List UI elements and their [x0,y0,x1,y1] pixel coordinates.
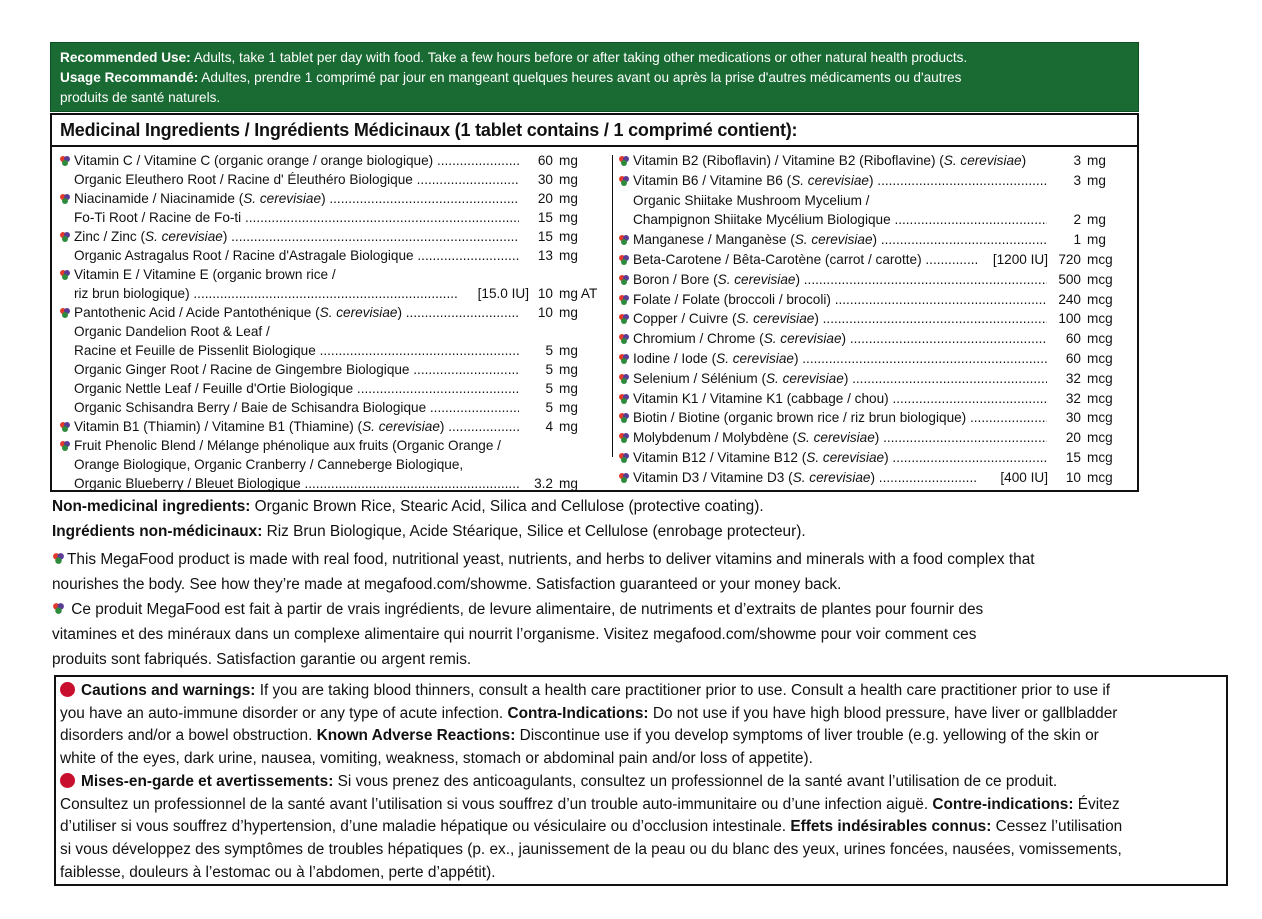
recommended-use-banner [50,42,1139,112]
ingredient-name [633,230,1047,250]
ingredient-name [74,474,519,494]
ingredient-amount: 10 [537,286,553,301]
ingredient-row [59,227,604,247]
ingredient-name-end: ) [874,430,880,446]
ingredient-amount: 20 [537,191,553,206]
ingredient-name [74,322,604,342]
ingredient-unit: mcg [1087,450,1113,465]
ingredient-name [74,455,604,475]
ingredient-amount: 2 [1073,212,1081,228]
ingredient-row [59,303,604,323]
ingredient-amount: 3 [1073,172,1081,188]
recommended-use-fr-text-1: Adultes, prendre 1 comprimé par jour en mangeant quelques heures avant ou après la prise d'autres médicaments ou d'autres [201,70,962,85]
ingredient-row [59,455,604,475]
ingredient-unit: mcg [1087,410,1113,426]
ingredient-unit: mcg [1087,469,1113,485]
ingredient-name-end: ) [841,331,847,347]
ingredient-unit: mg [559,229,578,244]
ingredient-name [633,428,1047,448]
ingredient-row [618,250,1136,270]
megafood-leaf-icon [59,155,71,167]
ingredient-amount: 30 [1065,410,1081,426]
ingredient-name-text: Vitamin D3 / Vitamine D3 ( [633,469,793,485]
ingredient-name-text: Organic Dandelion Root & Leaf / [74,324,270,339]
ingredient-name [74,151,519,171]
warnings-en-text-3b: Discontinue use if you develop symptoms of liver trouble (e.g. yellowing of the skin or [515,727,1099,745]
ingredient-amount: 15 [537,210,553,225]
ingredient-name [74,379,519,399]
ingredient-source-italic: S. cerevisiae [791,172,869,188]
ingredient-unit: mcg [1087,430,1113,446]
ingredient-row [59,436,604,456]
ingredient-name-text: Zinc / Zinc ( [74,229,145,244]
warnings-fr-line-4: si vous développez des symptômes de troubles hépatiques (p. ex., jaunissement de la peau ou du blanc des yeux, urines foncées, nausées, vomissements, [60,840,1122,858]
ingredient-name [633,408,1047,428]
ingredient-name-text: Chromium / Chrome ( [633,331,764,347]
non-medicinal-fr-text: Riz Brun Biologique, Acide Stéarique, Silice et Cellulose (enrobage protecteur). [262,523,806,540]
ingredient-name [74,189,519,209]
non-medicinal-en [52,494,764,519]
ingredient-row [618,309,1136,329]
ingredient-unit: mcg [1087,331,1113,347]
ingredient-row [618,369,1136,389]
ingredient-name-text: Organic Blueberry / Bleuet Biologique [74,476,301,491]
ingredient-name [633,309,1047,329]
ingredient-name-end: ) [884,450,889,465]
ingredient-unit: mg [559,400,578,415]
ingredient-name-text: Vitamin B6 / Vitamine B6 ( [633,172,792,188]
ingredient-source-italic: S. cerevisiae [796,430,875,446]
megafood-leaf-icon [52,552,65,565]
ingredient-amount: 3.2 [534,476,553,491]
ingredient-name-text: Organic Schisandra Berry / Baie de Schisandra Biologique [74,400,427,415]
ingredient-source-italic: S. cerevisiae [716,351,794,366]
ingredient-name [74,341,519,361]
warnings-fr-text-2b: Évitez [1073,795,1120,813]
recommended-use-fr-cont: produits de santé naturels. [60,90,221,105]
ingredient-amount: 500 [1058,271,1081,287]
warnings-en-text-3a: disorders and/or a bowel obstruction. [60,727,317,745]
ingredient-unit: mg [559,248,578,263]
ingredient-unit: mcg [1087,271,1113,287]
megafood-leaf-icon [59,193,71,205]
ingredient-unit: mcg [1087,252,1113,267]
medicinal-ingredients-panel [50,113,1139,492]
ingredient-name [633,290,1047,310]
ingredient-amount: 5 [545,400,553,415]
ingredient-row [618,408,1136,428]
ingredient-source-italic: S. cerevisiae [943,153,1022,168]
megafood-leaf-icon [59,440,71,452]
ingredient-name-text: riz brun biologique) [74,286,190,301]
ingredient-source-italic: S. cerevisiae [243,191,322,206]
ingredient-name-text: Boron / Bore ( [633,271,718,287]
ingredient-row [618,171,1136,191]
ingredient-unit: mcg [1087,370,1113,386]
ingredient-row [618,151,1136,171]
effets-indesirables-label: Effets indésirables connus: [790,818,992,836]
ingredient-name-text: Racine et Feuille de Pissenlit Biologique [74,343,316,358]
ingredient-unit: mg [559,172,578,187]
warnings-box [54,675,1228,886]
ingredient-unit: mg [559,343,578,358]
recommended-use-fr [60,68,1129,88]
warnings-fr-line-5: faiblesse, douleurs à l’estomac ou à l’abdomen, perte d’appétit). [60,863,496,881]
ingredient-unit: mg [559,305,578,320]
ingredient-row [618,290,1136,310]
ingredient-name [74,436,604,456]
ingredient-amount: 13 [537,248,553,263]
warnings-en-line-2 [60,703,1226,726]
ingredient-name [74,170,519,190]
ingredient-name-text: Manganese / Manganèse ( [633,232,795,248]
megafood-leaf-icon [59,307,71,319]
ingredient-amount: 32 [1065,390,1081,406]
product-note-fr-line-1: Ce produit MegaFood est fait à partir de vrais ingrédients, de levure alimentaire, de nutriments et d’extraits de plantes pour fournir des [67,601,984,618]
ingredient-name-text: Beta-Carotene / Bêta-Carotène (carrot / carotte) [633,252,922,267]
ingredient-row [59,398,604,418]
ingredient-name-text: Organic Astragalus Root / Racine d'Astragale Biologique [74,248,414,263]
ingredient-source-italic: S. cerevisiae [362,419,440,434]
ingredient-name-text: Iodine / Iode ( [633,351,717,366]
ingredient-name-text: Vitamin E / Vitamine E (organic brown rice / [74,267,336,282]
megafood-leaf-icon [59,269,71,281]
megafood-leaf-icon [618,432,630,444]
ingredient-row [59,417,604,437]
ingredient-name-text: Copper / Cuivre ( [633,311,737,327]
adverse-reactions-label: Known Adverse Reactions: [316,727,516,745]
ingredient-name-text: Molybdenum / Molybdène ( [633,430,797,446]
ingredient-name [633,270,1047,290]
ingredient-amount: 240 [1058,291,1081,307]
non-medicinal-en-label: Non-medicinal ingredients: [52,498,251,515]
ingredient-iu: [400 IU] [1000,469,1048,485]
ingredient-amount: 60 [1065,331,1081,347]
megafood-leaf-icon [52,602,65,615]
ingredient-unit: mg AT [559,286,598,301]
ingredient-name-end: ) [872,232,878,248]
ingredient-name [633,349,1047,369]
title-divider [52,145,1137,147]
product-note-en-2: nourishes the body. See how they’re made at megafood.com/showme. Satisfaction guaranteed or your money back. [52,576,842,593]
ingredient-name [74,227,519,247]
ingredient-name [74,417,519,437]
ingredient-unit: mg [1087,172,1106,188]
ingredient-row [618,349,1136,369]
ingredient-row [59,322,604,342]
ingredient-row [59,265,604,285]
ingredient-name [74,284,459,304]
ingredient-name [633,468,978,488]
ingredient-row [59,151,604,171]
ingredient-name-text: Vitamin K1 / Vitamine K1 (cabbage / chou) [633,390,889,406]
ingredient-amount: 5 [545,381,553,396]
ingredient-name [633,329,1047,349]
megafood-leaf-icon [618,452,630,464]
ingredient-name [74,360,519,380]
recommended-use-en [60,48,1129,68]
ingredient-unit: mcg [1087,291,1113,307]
ingredient-name-end: ) [222,229,228,244]
megafood-leaf-icon [618,254,630,266]
warnings-en-line-1 [60,680,1226,703]
warnings-fr-text-3b: Cessez l’utilisation [991,818,1123,836]
ingredient-row [59,379,604,399]
stop-sign-icon [60,682,75,697]
ingredient-amount: 100 [1058,311,1081,327]
ingredient-row [618,468,1136,488]
ingredient-amount: 5 [545,362,553,377]
ingredient-name-text: Fo-Ti Root / Racine de Fo-ti [74,210,242,225]
recommended-use-en-text: Adults, take 1 tablet per day with food. Take a few hours before or after taking other medications or other natural health products. [193,50,968,65]
ingredient-name [633,448,1047,468]
ingredient-amount: 20 [1065,430,1081,446]
ingredient-name-end: ) [1021,153,1027,168]
ingredient-amount: 3 [1073,153,1081,168]
contre-indications-label: Contre-indications: [932,795,1074,813]
ingredient-name-end: ) [869,172,874,188]
ingredient-unit: mcg [1087,390,1113,406]
ingredient-row [59,246,604,266]
ingredients-title: Medicinal Ingredients / Ingrédients Médicinaux (1 tablet contains / 1 comprimé contient): [60,120,798,140]
ingredient-name [74,265,604,285]
megafood-leaf-icon [618,373,630,385]
ingredient-name-end: ) [795,271,800,287]
megafood-leaf-icon [618,234,630,246]
megafood-leaf-icon [618,294,630,306]
ingredient-source-italic: S. cerevisiae [717,271,796,287]
ingredient-name-text: Vitamin C / Vitamine C (organic orange / orange biologique) [74,153,434,168]
megafood-leaf-icon [59,231,71,243]
ingredient-amount: 10 [1065,469,1081,485]
ingredient-source-italic: S. cerevisiae [806,450,885,465]
ingredient-name [633,191,1136,211]
ingredient-name-text: Organic Nettle Leaf / Feuille d'Ortie Biologique [74,381,354,396]
ingredient-row [618,389,1136,409]
ingredient-name-text: Selenium / Sélénium ( [633,370,766,386]
product-note-fr-3: produits sont fabriqués. Satisfaction garantie ou argent remis. [52,651,472,668]
ingredient-unit: mg [559,191,578,206]
non-medicinal-fr [52,519,806,544]
ingredient-source-italic: S. cerevisiae [736,311,815,327]
ingredient-name-text: Vitamin B1 (Thiamin) / Vitamine B1 (Thiamine) ( [74,419,363,434]
ingredient-name-end: ) [439,419,445,434]
ingredient-row [618,428,1136,448]
warnings-en-text-2b: Do not use if you have high blood pressure, have liver or gallbladder [648,704,1118,722]
ingredient-amount: 15 [537,229,553,244]
megafood-leaf-icon [618,274,630,286]
ingredient-name-text: Biotin / Biotine (organic brown rice / riz brun biologique) [633,410,967,426]
ingredient-unit: mg [559,381,578,396]
warnings-en-text-2a: you have an auto-immune disorder or any type of acute infection. [60,704,508,722]
ingredient-unit: mg [559,153,578,168]
contra-indications-label: Contra-Indications: [507,704,649,722]
megafood-leaf-icon [618,313,630,325]
warnings-fr-line-3 [60,816,1226,839]
ingredient-name [633,389,1047,409]
ingredient-amount: 5 [545,343,553,358]
ingredient-name [633,369,1047,389]
ingredient-name-text: Vitamin B12 / Vitamine B12 ( [633,450,807,465]
ingredient-name [74,303,519,323]
stop-sign-icon [60,773,75,788]
ingredient-row [59,360,604,380]
column-divider [612,155,613,457]
ingredient-name [633,171,1047,191]
ingredient-source-italic: S. cerevisiae [763,331,842,347]
ingredient-name-text: Pantothenic Acid / Acide Pantothénique ( [74,305,320,320]
ingredient-unit: mg [1087,153,1106,168]
ingredient-row [618,329,1136,349]
ingredient-row [59,284,604,304]
ingredient-unit: mcg [1087,351,1113,366]
ingredient-unit: mg [1087,212,1106,228]
ingredient-amount: 32 [1065,370,1081,386]
megafood-leaf-icon [618,393,630,405]
ingredient-name-end: ) [843,370,849,386]
ingredient-unit: mg [559,476,578,491]
ingredient-iu: [1200 IU] [992,252,1048,267]
ingredient-row [59,341,604,361]
product-note-fr-2: vitamines et des minéraux dans un complexe alimentaire qui nourrit l’organisme. Visitez megafood.com/showme pour voir comment ces [52,626,977,643]
ingredient-name-text: Niacinamide / Niacinamide ( [74,191,244,206]
warnings-fr-line-2 [60,794,1226,817]
warnings-fr-text-2a: Consultez un professionnel de la santé avant l’utilisation si vous souffrez d’un trouble auto-immunitaire ou d’une infection aiguë. [60,795,933,813]
ingredient-name-text: Fruit Phenolic Blend / Mélange phénolique aux fruits (Organic Orange / [74,438,501,453]
ingredient-unit: mg [559,362,578,377]
warnings-fr-text-1: Si vous prenez des anticoagulants, consultez un professionnel de la santé avant l’utilisation de ce produit. [333,772,1058,790]
ingredient-unit: mg [559,210,578,225]
ingredient-row [618,230,1136,250]
ingredient-amount: 15 [1065,450,1081,465]
ingredient-name-text: Orange Biologique, Organic Cranberry / Canneberge Biologique, [74,457,464,472]
megafood-leaf-icon [59,421,71,433]
ingredient-row [618,448,1136,468]
megafood-leaf-icon [618,353,630,365]
product-note-en-1 [52,547,1035,572]
ingredient-name-text: Organic Eleuthero Root / Racine d' Éleuthéro Biologique [74,172,413,187]
ingredient-name-end: ) [870,469,876,485]
megafood-leaf-icon [618,175,630,187]
ingredient-name-text: Folate / Folate (broccoli / brocoli) [633,291,831,307]
ingredient-name-end: ) [793,351,799,366]
warnings-en-text-1: If you are taking blood thinners, consult a health care practitioner prior to use. Consult a health care practitioner prior to use if [255,682,1111,699]
recommended-use-fr-label: Usage Recommandé: [60,70,199,85]
ingredient-row [618,191,1136,211]
recommended-use-en-label: Recommended Use: [60,50,191,65]
ingredient-row [618,210,1136,230]
ingredient-name [633,210,1047,230]
ingredient-name-text: Organic Shiitake Mushroom Mycelium / [633,192,870,208]
ingredient-source-italic: S. cerevisiae [765,370,844,386]
warnings-en-label: Cautions and warnings: [81,682,256,699]
ingredient-amount: 60 [1065,351,1081,366]
ingredient-source-italic: S. cerevisiae [145,229,223,244]
ingredient-row [59,189,604,209]
megafood-leaf-icon [618,412,630,424]
warnings-fr-line-1 [60,771,1226,794]
ingredient-name [633,250,978,270]
ingredient-amount: 1 [1073,232,1081,248]
ingredient-source-italic: S. cerevisiae [319,305,398,320]
ingredient-name-text: Vitamin B2 (Riboflavin) / Vitamine B2 (Riboflavine) ( [633,153,944,168]
ingredient-amount: 10 [537,305,553,320]
ingredient-row [59,208,604,228]
ingredient-name-text: Organic Ginger Root / Racine de Gingembre Biologique [74,362,410,377]
warnings-en-line-4: white of the eyes, dark urine, nausea, vomiting, weakness, stomach or abdominal pain and/or loss of appetite). [60,750,813,768]
ingredient-name-end: ) [397,305,402,320]
ingredient-unit: mcg [1087,311,1113,327]
product-note-fr-1 [52,597,983,622]
warnings-fr-label: Mises-en-garde et avertissements: [81,772,334,790]
warnings-en-line-3 [60,725,1226,748]
ingredient-unit: mg [1087,232,1106,248]
megafood-leaf-icon [618,333,630,345]
ingredient-name [74,398,519,418]
ingredient-source-italic: S. cerevisiae [794,232,873,248]
ingredient-amount: 4 [545,419,553,434]
ingredient-name-text: Champignon Shiitake Mycélium Biologique [633,212,891,228]
product-note-en-line-1: This MegaFood product is made with real food, nutritional yeast, nutrients, and herbs to deliver vitamins and minerals with a food complex that [67,551,1035,568]
non-medicinal-fr-label: Ingrédients non-médicinaux: [52,523,263,540]
ingredient-amount: 30 [537,172,553,187]
ingredient-row [59,170,604,190]
ingredient-source-italic: S. cerevisiae [792,469,871,485]
ingredient-name [74,246,519,266]
megafood-leaf-icon [618,155,630,167]
ingredient-row [59,474,604,494]
ingredient-name-end: ) [321,191,326,206]
ingredient-iu: [15.0 IU] [477,286,529,301]
non-medicinal-en-text: Organic Brown Rice, Stearic Acid, Silica and Cellulose (protective coating). [250,498,764,515]
ingredient-name [74,208,519,228]
ingredient-row [618,270,1136,290]
ingredient-name-end: ) [814,311,819,327]
ingredient-amount: 60 [537,153,553,168]
ingredient-unit: mg [559,419,578,434]
megafood-leaf-icon [618,472,630,484]
ingredient-amount: 720 [1058,252,1081,267]
warnings-fr-text-3a: d’utiliser si vous souffrez d’hypertension, d’une maladie hépatique ou vésiculaire ou d’occlusion intestinale. [60,818,791,836]
